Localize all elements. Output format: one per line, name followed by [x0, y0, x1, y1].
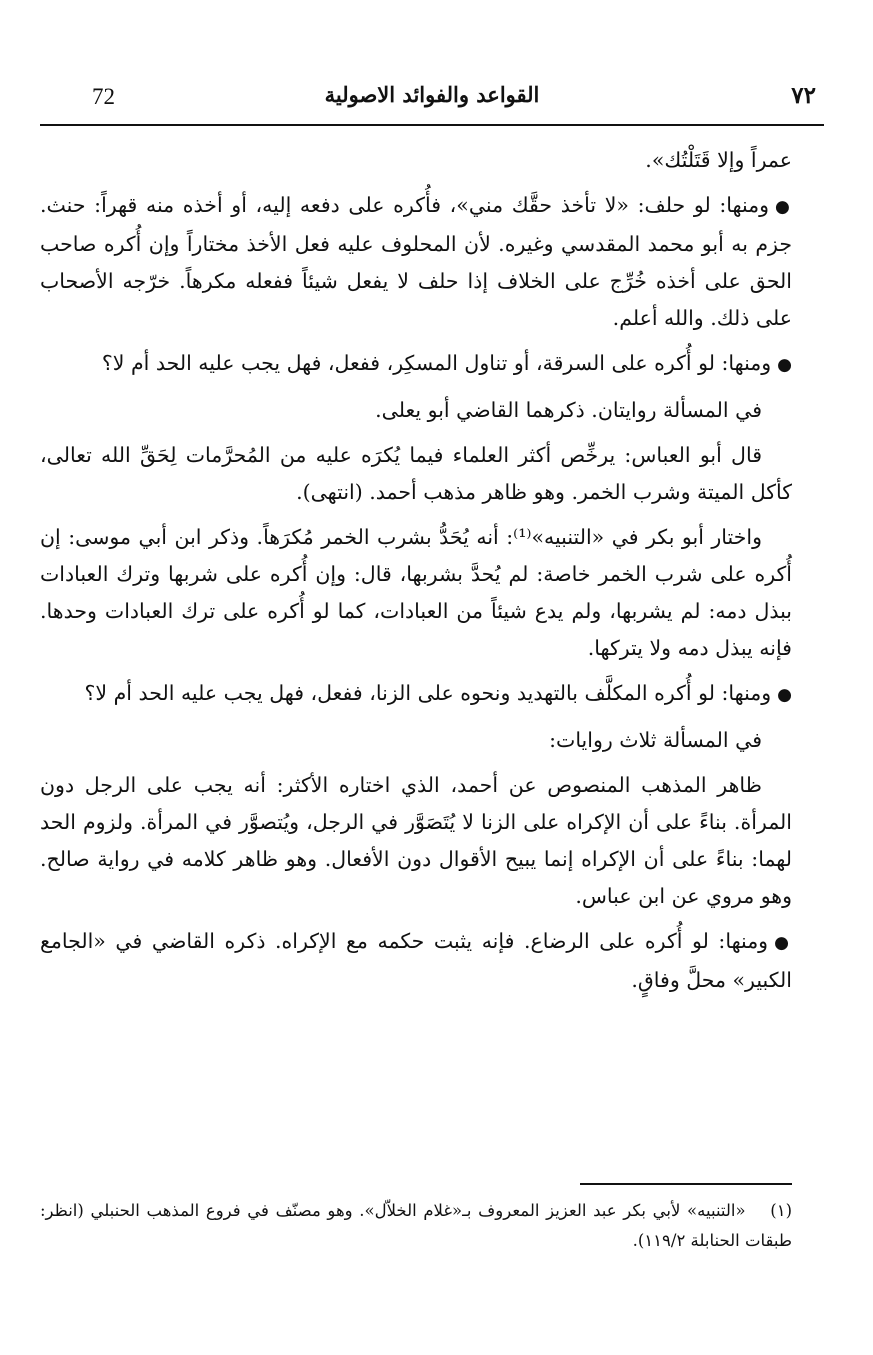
paragraph-text: ومنها: لو حلف: «لا تأخذ حقَّك مني»، فأُكره على دفعه إليه، أو أخذه منه قهراً: حنث. جزم به أبو محمد المقدسي وغيره. لأن المحلوف عليه فعل الأخذ مختاراً وإن أُكره صاحب الحق على أخذه خُرِّج على الخلاف إذا حلف لا يفعل شيئاً ففعله مكرهاً. خرّجه الأصحاب على ذلك. والله أعلم.	[40, 193, 792, 330]
paragraph	[40, 675, 792, 714]
bullet-icon: ●	[777, 685, 792, 705]
footnote-text: «التنبيه» لأبي بكر عبد العزيز المعروف بـ«غلام الخلاّل». وهو مصنّف في فروع المذهب الحنبلي (انظر: طبقات الحنابلة ١١٩/٢).	[40, 1201, 792, 1250]
paragraph-text: قال أبو العباس: يرخِّص أكثر العلماء فيما يُكرَه عليه من المُحرَّمات لِحَقِّ الله تعالى، كأكل الميتة وشرب الخمر. وهو ظاهر مذهب أحمد. (انتهى).	[40, 443, 792, 504]
running-title: القواعد والفوائد الاصولية	[324, 82, 540, 107]
paragraph	[40, 437, 792, 511]
page-number-arabic: ٧٢	[791, 82, 816, 109]
main-text	[40, 142, 792, 1007]
paragraph	[40, 923, 792, 999]
footnote-divider	[580, 1183, 792, 1185]
paragraph-text: في المسألة روايتان. ذكرهما القاضي أبو يعلى.	[375, 398, 762, 422]
bullet-icon: ●	[775, 197, 793, 217]
paragraph	[40, 722, 792, 759]
page-header	[40, 82, 824, 120]
bullet-icon: ●	[777, 355, 792, 375]
paragraph	[40, 345, 792, 384]
bullet-icon: ●	[774, 933, 792, 953]
paragraph	[40, 767, 792, 915]
paragraph-text: ظاهر المذهب المنصوص عن أحمد، الذي اختاره الأكثر: أنه يجب على الرجل دون المرأة. بناءً على أن الإكراه على الزنا لا يُتَصَوَّر في الرجل، ويُتصوَّر في المرأة. ولزوم الحد لهما: بناءً على أن الإكراه إنما يبيح الأقوال دون الأفعال. وهو ظاهر كلامه في رواية صالح. وهو مروي عن ابن عباس.	[40, 773, 792, 908]
paragraph-text: في المسألة ثلاث روايات:	[549, 728, 762, 752]
footnote	[40, 1196, 792, 1256]
paragraph	[40, 142, 792, 179]
paragraph	[40, 392, 792, 429]
footnote-number: (١)	[770, 1201, 792, 1220]
paragraph-text: ومنها: لو أُكره على الرضاع. فإنه يثبت حكمه مع الإكراه. ذكره القاضي في «الجامع الكبير» محلَّ وفاقٍ.	[40, 929, 792, 992]
paragraph	[40, 187, 792, 337]
paragraph-text: ومنها: لو أُكره المكلَّف بالتهديد ونحوه على الزنا، ففعل، فهل يجب عليه الحد أم لا؟	[84, 681, 772, 705]
paragraph	[40, 519, 792, 667]
paragraph-text: واختار أبو بكر في «التنبيه»⁽¹⁾: أنه يُحَدُّ بشرب الخمر مُكرَهاً. وذكر ابن أبي موسى: إن أُكره على شرب الخمر خاصة: لم يُحدَّ بشربها، قال: وإن أُكره على شربها وترك العبادات ببذل دمه: لم يشربها، ولم يدع شيئاً من العبادات، كما لو أُكره على ترك العبادات وحدها. فإنه يبذل دمه ولا يتركها.	[40, 525, 792, 660]
page-number-latin: 72	[92, 84, 115, 109]
paragraph-text: عمراً وإلا قَتَلْتُك».	[645, 148, 792, 172]
paragraph-text: ومنها: لو أُكره على السرقة، أو تناول المسكِر، ففعل، فهل يجب عليه الحد أم لا؟	[101, 351, 772, 375]
header-divider	[40, 124, 824, 126]
